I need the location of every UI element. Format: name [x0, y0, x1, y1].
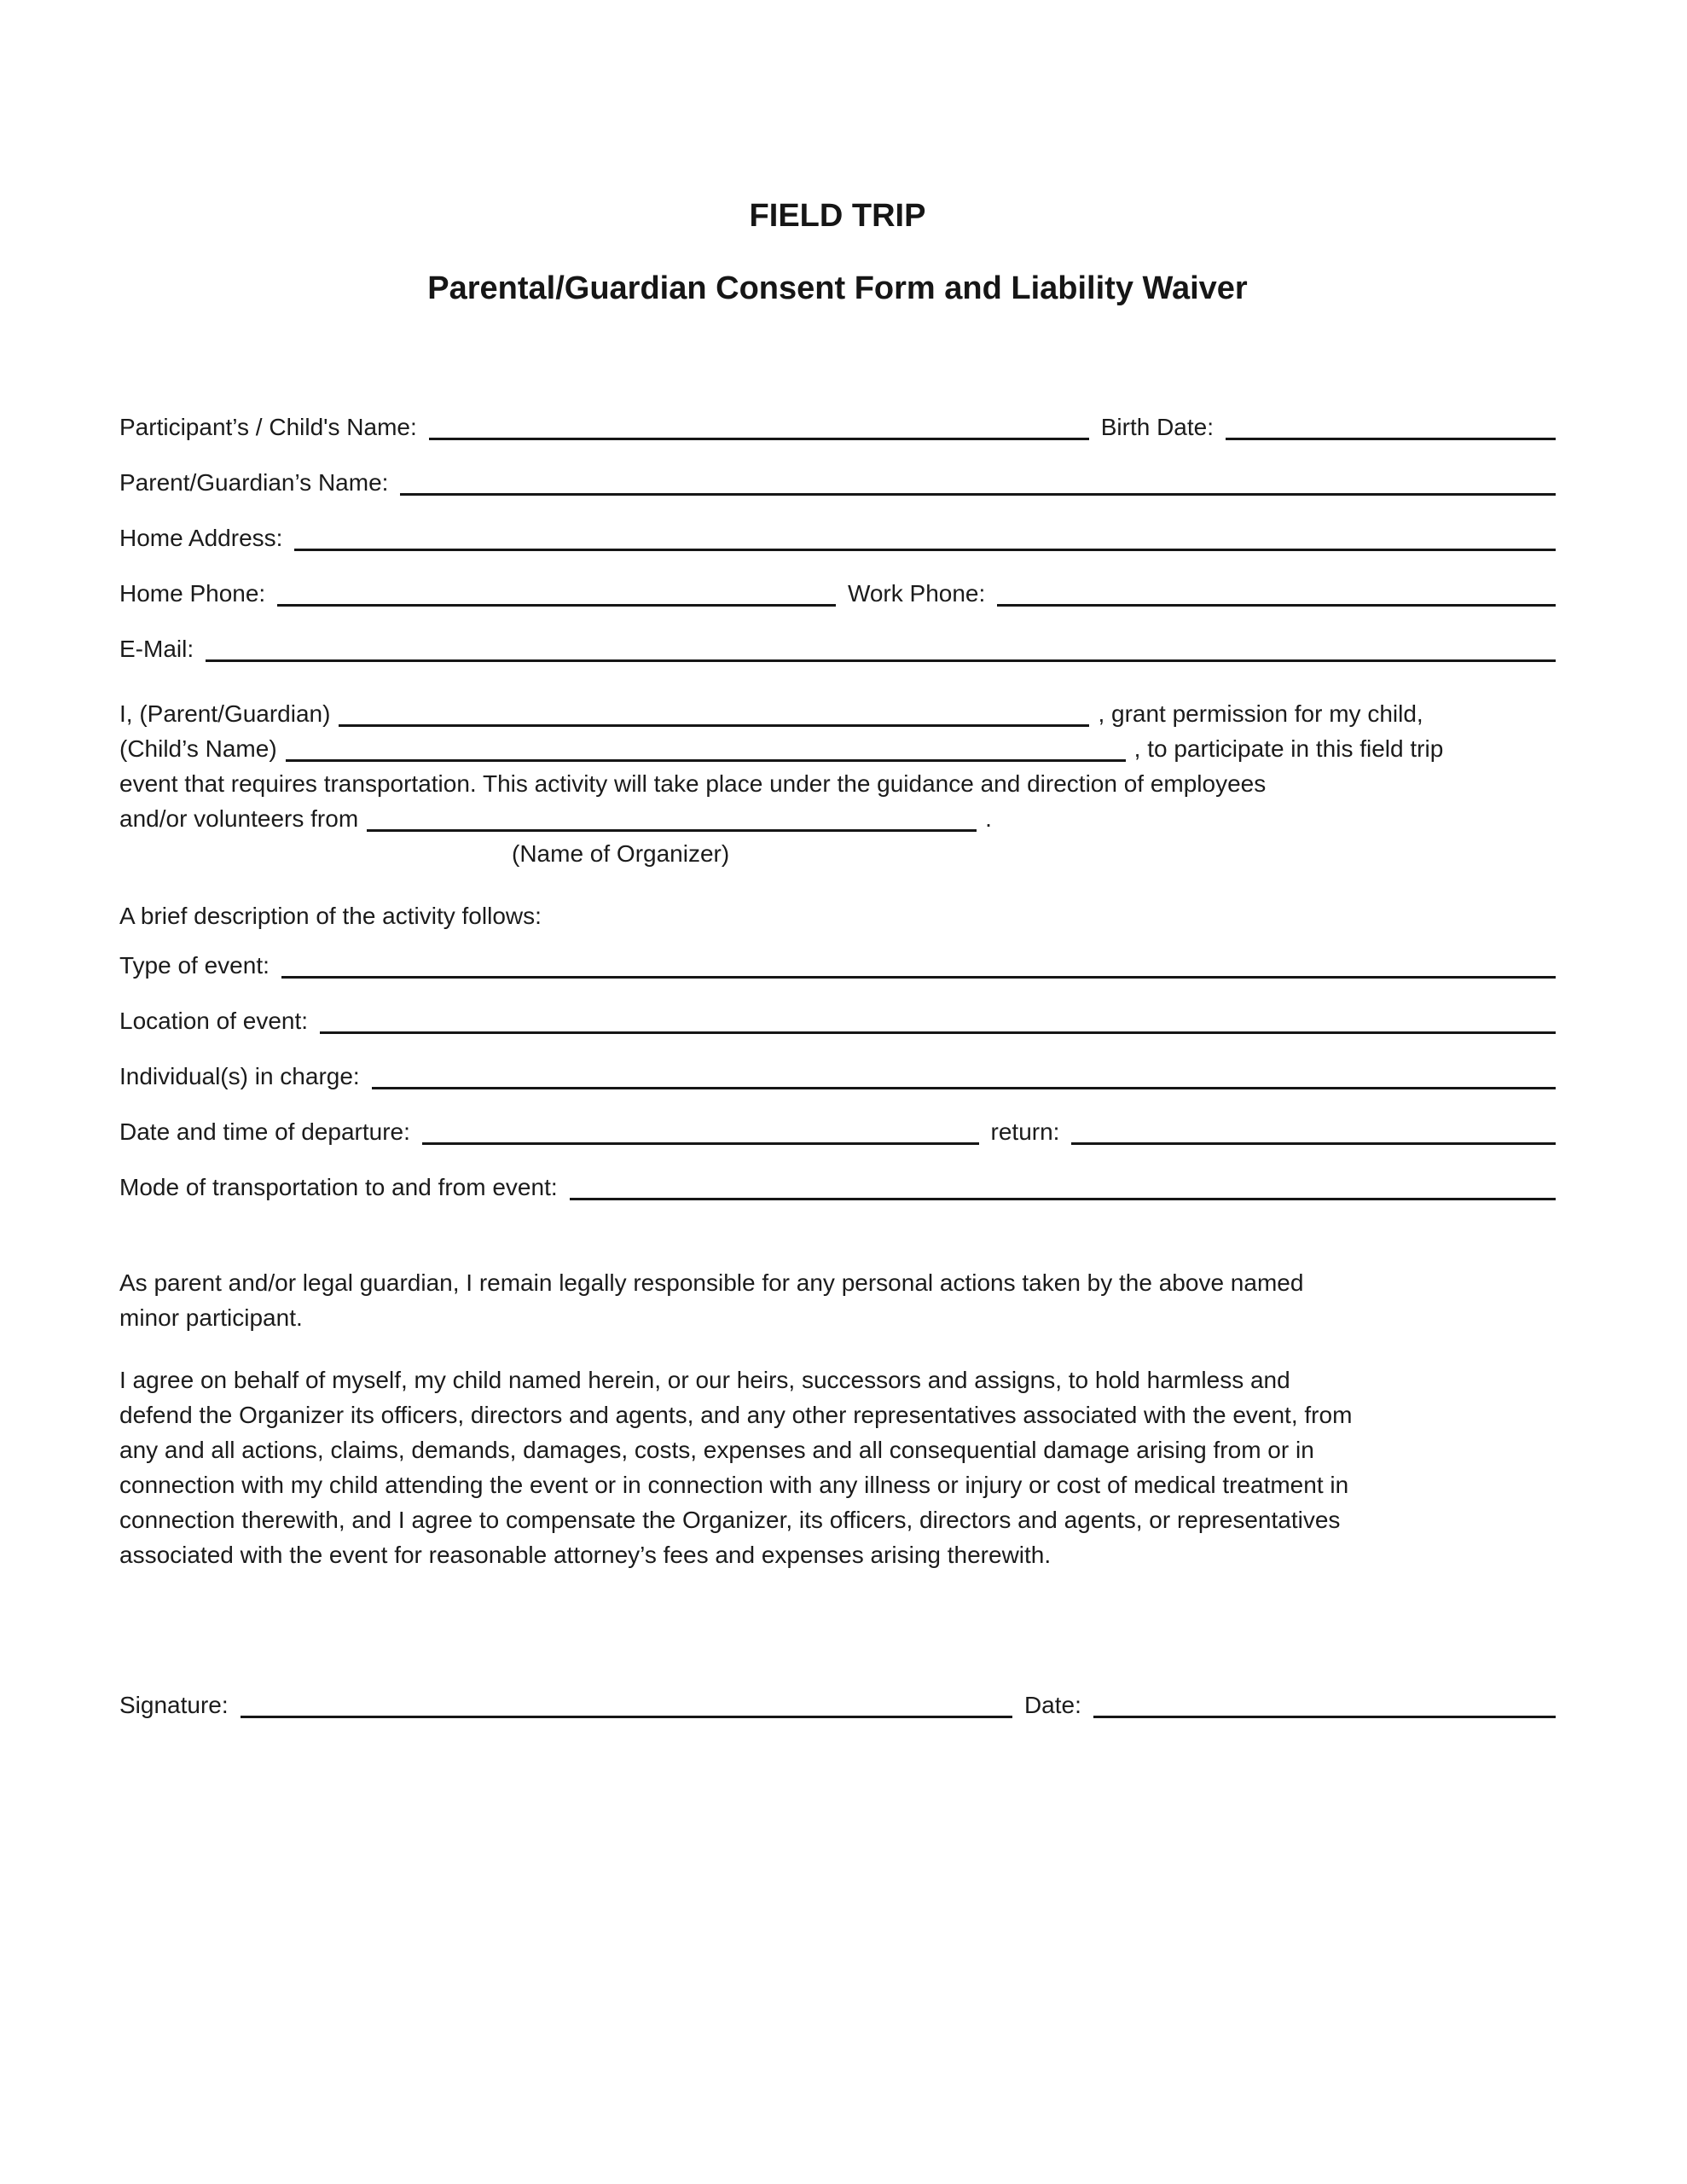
- permission-line2-prefix: (Child’s Name): [119, 735, 277, 762]
- organizer-caption: (Name of Organizer): [512, 839, 730, 867]
- row-departure-return: [119, 1115, 1556, 1148]
- row-home-address: [119, 521, 1556, 555]
- parent-guardian-name-line[interactable]: [339, 724, 1089, 727]
- return-line[interactable]: [1071, 1142, 1556, 1145]
- legal-p2-line: [119, 1397, 1556, 1432]
- permission-line4-suffix: .: [985, 804, 992, 832]
- legal-p2-line: [119, 1537, 1556, 1572]
- form-title: FIELD TRIP: [749, 198, 926, 234]
- legal-p2-line6-text: associated with the event for reasonable attorney’s fees and expenses arising therewith.: [119, 1541, 1052, 1568]
- permission-caption-line: [119, 836, 1556, 871]
- individuals-in-charge-label: Individual(s) in charge:: [119, 1062, 360, 1089]
- transportation-label: Mode of transportation to and from event:: [119, 1173, 558, 1200]
- legal-p2-line: [119, 1362, 1556, 1397]
- contact-fields-section: [119, 410, 1556, 665]
- home-address-label: Home Address:: [119, 524, 283, 551]
- permission-paragraph: [119, 696, 1556, 871]
- legal-paragraph-responsibility: [119, 1265, 1556, 1335]
- date-label: Date:: [1023, 1691, 1081, 1718]
- row-parent-name: [119, 466, 1556, 499]
- legal-p1-line: [119, 1265, 1556, 1300]
- organizer-name-line[interactable]: [367, 829, 977, 832]
- legal-p2-line2-text: defend the Organizer its officers, directors and agents, and any other representatives associated with the event, from: [119, 1401, 1353, 1428]
- home-address-line[interactable]: [294, 549, 1556, 551]
- permission-line1-prefix: I, (Parent/Guardian): [119, 700, 331, 727]
- row-participant-name-birth-date: [119, 410, 1556, 444]
- signature-label: Signature:: [119, 1691, 229, 1718]
- parent-name-line[interactable]: [400, 493, 1556, 496]
- legal-p2-line: [119, 1432, 1556, 1467]
- email-line[interactable]: [206, 659, 1556, 662]
- permission-line-2: [119, 731, 1556, 766]
- signature-line[interactable]: [241, 1716, 1012, 1718]
- location-of-event-label: Location of event:: [119, 1007, 309, 1034]
- birth-date-label: Birth Date:: [1100, 413, 1215, 440]
- location-of-event-line[interactable]: [320, 1031, 1556, 1034]
- participant-name-label: Participant’s / Child's Name:: [119, 413, 417, 440]
- row-signature-date: [119, 1688, 1556, 1722]
- departure-label: Date and time of departure:: [119, 1118, 410, 1145]
- legal-paragraph-hold-harmless: [119, 1362, 1556, 1572]
- legal-p2-line: [119, 1502, 1556, 1537]
- row-email: [119, 632, 1556, 665]
- permission-line-1: [119, 696, 1556, 731]
- form-subtitle: Parental/Guardian Consent Form and Liability Waiver: [427, 270, 1248, 307]
- permission-line4-prefix: and/or volunteers from: [119, 804, 359, 832]
- activity-fields-section: [119, 949, 1556, 1204]
- parent-name-label: Parent/Guardian’s Name:: [119, 468, 389, 496]
- activity-intro: A brief description of the activity follows:: [119, 902, 542, 929]
- return-label: return:: [990, 1118, 1060, 1145]
- home-phone-label: Home Phone:: [119, 579, 266, 607]
- work-phone-label: Work Phone:: [847, 579, 986, 607]
- permission-line2-suffix: , to participate in this field trip: [1133, 735, 1444, 762]
- legal-p1-line1-text: As parent and/or legal guardian, I remain legally responsible for any personal actions taken by the above named: [119, 1269, 1304, 1296]
- row-location-of-event: [119, 1004, 1556, 1037]
- permission-line-3: [119, 766, 1556, 801]
- participant-name-line[interactable]: [429, 438, 1089, 440]
- birth-date-line[interactable]: [1226, 438, 1556, 440]
- email-label: E-Mail:: [119, 635, 194, 662]
- legal-p2-line5-text: connection therewith, and I agree to compensate the Organizer, its officers, directors and agents, or representatives: [119, 1506, 1341, 1533]
- row-type-of-event: [119, 949, 1556, 982]
- type-of-event-label: Type of event:: [119, 951, 270, 979]
- type-of-event-line[interactable]: [281, 976, 1556, 979]
- home-phone-line[interactable]: [277, 604, 836, 607]
- transportation-line[interactable]: [570, 1198, 1556, 1200]
- permission-line1-suffix: , grant permission for my child,: [1098, 700, 1423, 727]
- legal-p2-line4-text: connection with my child attending the event or in connection with any illness or injury or cost of medical treatment in: [119, 1471, 1349, 1498]
- child-name-line[interactable]: [286, 759, 1126, 762]
- legal-p2-line3-text: any and all actions, claims, demands, damages, costs, expenses and all consequential damage arising from or in: [119, 1436, 1314, 1463]
- permission-line-4: [119, 801, 1556, 836]
- date-line[interactable]: [1093, 1716, 1556, 1718]
- permission-line3-text: event that requires transportation. This activity will take place under the guidance and direction of employees: [119, 770, 1267, 797]
- legal-p2-line: [119, 1467, 1556, 1502]
- row-individuals-in-charge: [119, 1060, 1556, 1093]
- legal-p2-line1-text: I agree on behalf of myself, my child named herein, or our heirs, successors and assigns, to hold harmless and: [119, 1366, 1290, 1393]
- legal-p1-line: [119, 1300, 1556, 1335]
- departure-line[interactable]: [422, 1142, 979, 1145]
- row-phones: [119, 577, 1556, 610]
- row-transportation: [119, 1170, 1556, 1204]
- individuals-in-charge-line[interactable]: [372, 1087, 1556, 1089]
- work-phone-line[interactable]: [997, 604, 1556, 607]
- legal-p1-line2-text: minor participant.: [119, 1304, 303, 1331]
